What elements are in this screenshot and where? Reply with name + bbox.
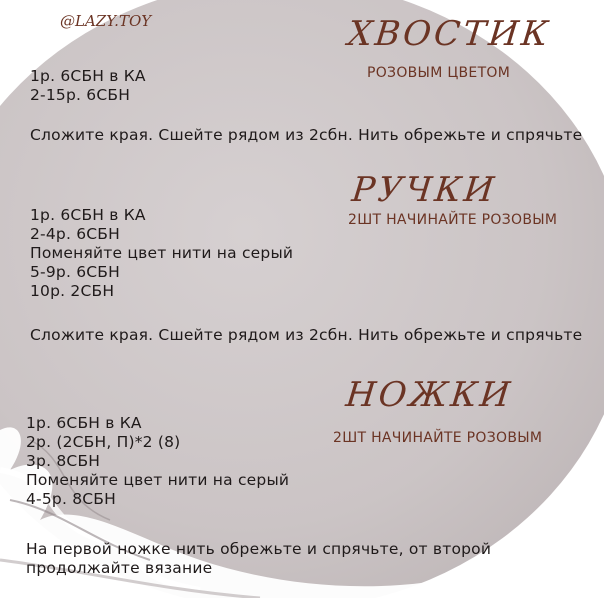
tail-steps xyxy=(30,67,146,105)
arms-note: Сложите края. Сшейте рядом из 2сбн. Нить обрежьте и спрячьте xyxy=(30,326,583,344)
legs-step: 4-5р. 8СБН xyxy=(26,490,116,508)
arms-step: 10р. 2СБН xyxy=(30,282,115,300)
arms-step: 1р. 6СБН в КА xyxy=(30,206,146,224)
arms-step: Поменяйте цвет нити на серый xyxy=(30,244,294,262)
legs-step: Поменяйте цвет нити на серый xyxy=(26,471,290,489)
tail-subtitle: РОЗОВЫМ ЦВЕТОМ xyxy=(367,65,511,81)
legs-subtitle: 2ШТ НАЧИНАЙТЕ РОЗОВЫМ xyxy=(333,430,543,446)
arms-subtitle: 2ШТ НАЧИНАЙТЕ РОЗОВЫМ xyxy=(348,212,558,228)
legs-step: 2р. (2СБН, П)*2 (8) xyxy=(26,433,181,451)
tail-note: Сложите края. Сшейте рядом из 2сбн. Нить обрежьте и спрячьте xyxy=(30,126,583,144)
legs-steps xyxy=(26,414,289,509)
tail-title: ХВОСТИК xyxy=(345,14,553,54)
legs-step: 3р. 8СБН xyxy=(26,452,101,470)
arms-step: 5-9р. 6СБН xyxy=(30,263,120,281)
legs-step: 1р. 6СБН в КА xyxy=(26,414,142,432)
arms-step: 2-4р. 6СБН xyxy=(30,225,120,243)
arms-title: РУЧКИ xyxy=(349,170,499,210)
arms-steps xyxy=(30,206,293,301)
tail-step: 2-15р. 6СБН xyxy=(30,86,131,104)
tail-step: 1р. 6СБН в КА xyxy=(30,67,146,85)
legs-note: На первой ножке нить обрежьте и спрячьте, от второй продолжайте вязание xyxy=(26,540,492,577)
legs-title: НОЖКИ xyxy=(343,375,515,415)
account-handle: @LAZY.TOY xyxy=(60,12,152,30)
